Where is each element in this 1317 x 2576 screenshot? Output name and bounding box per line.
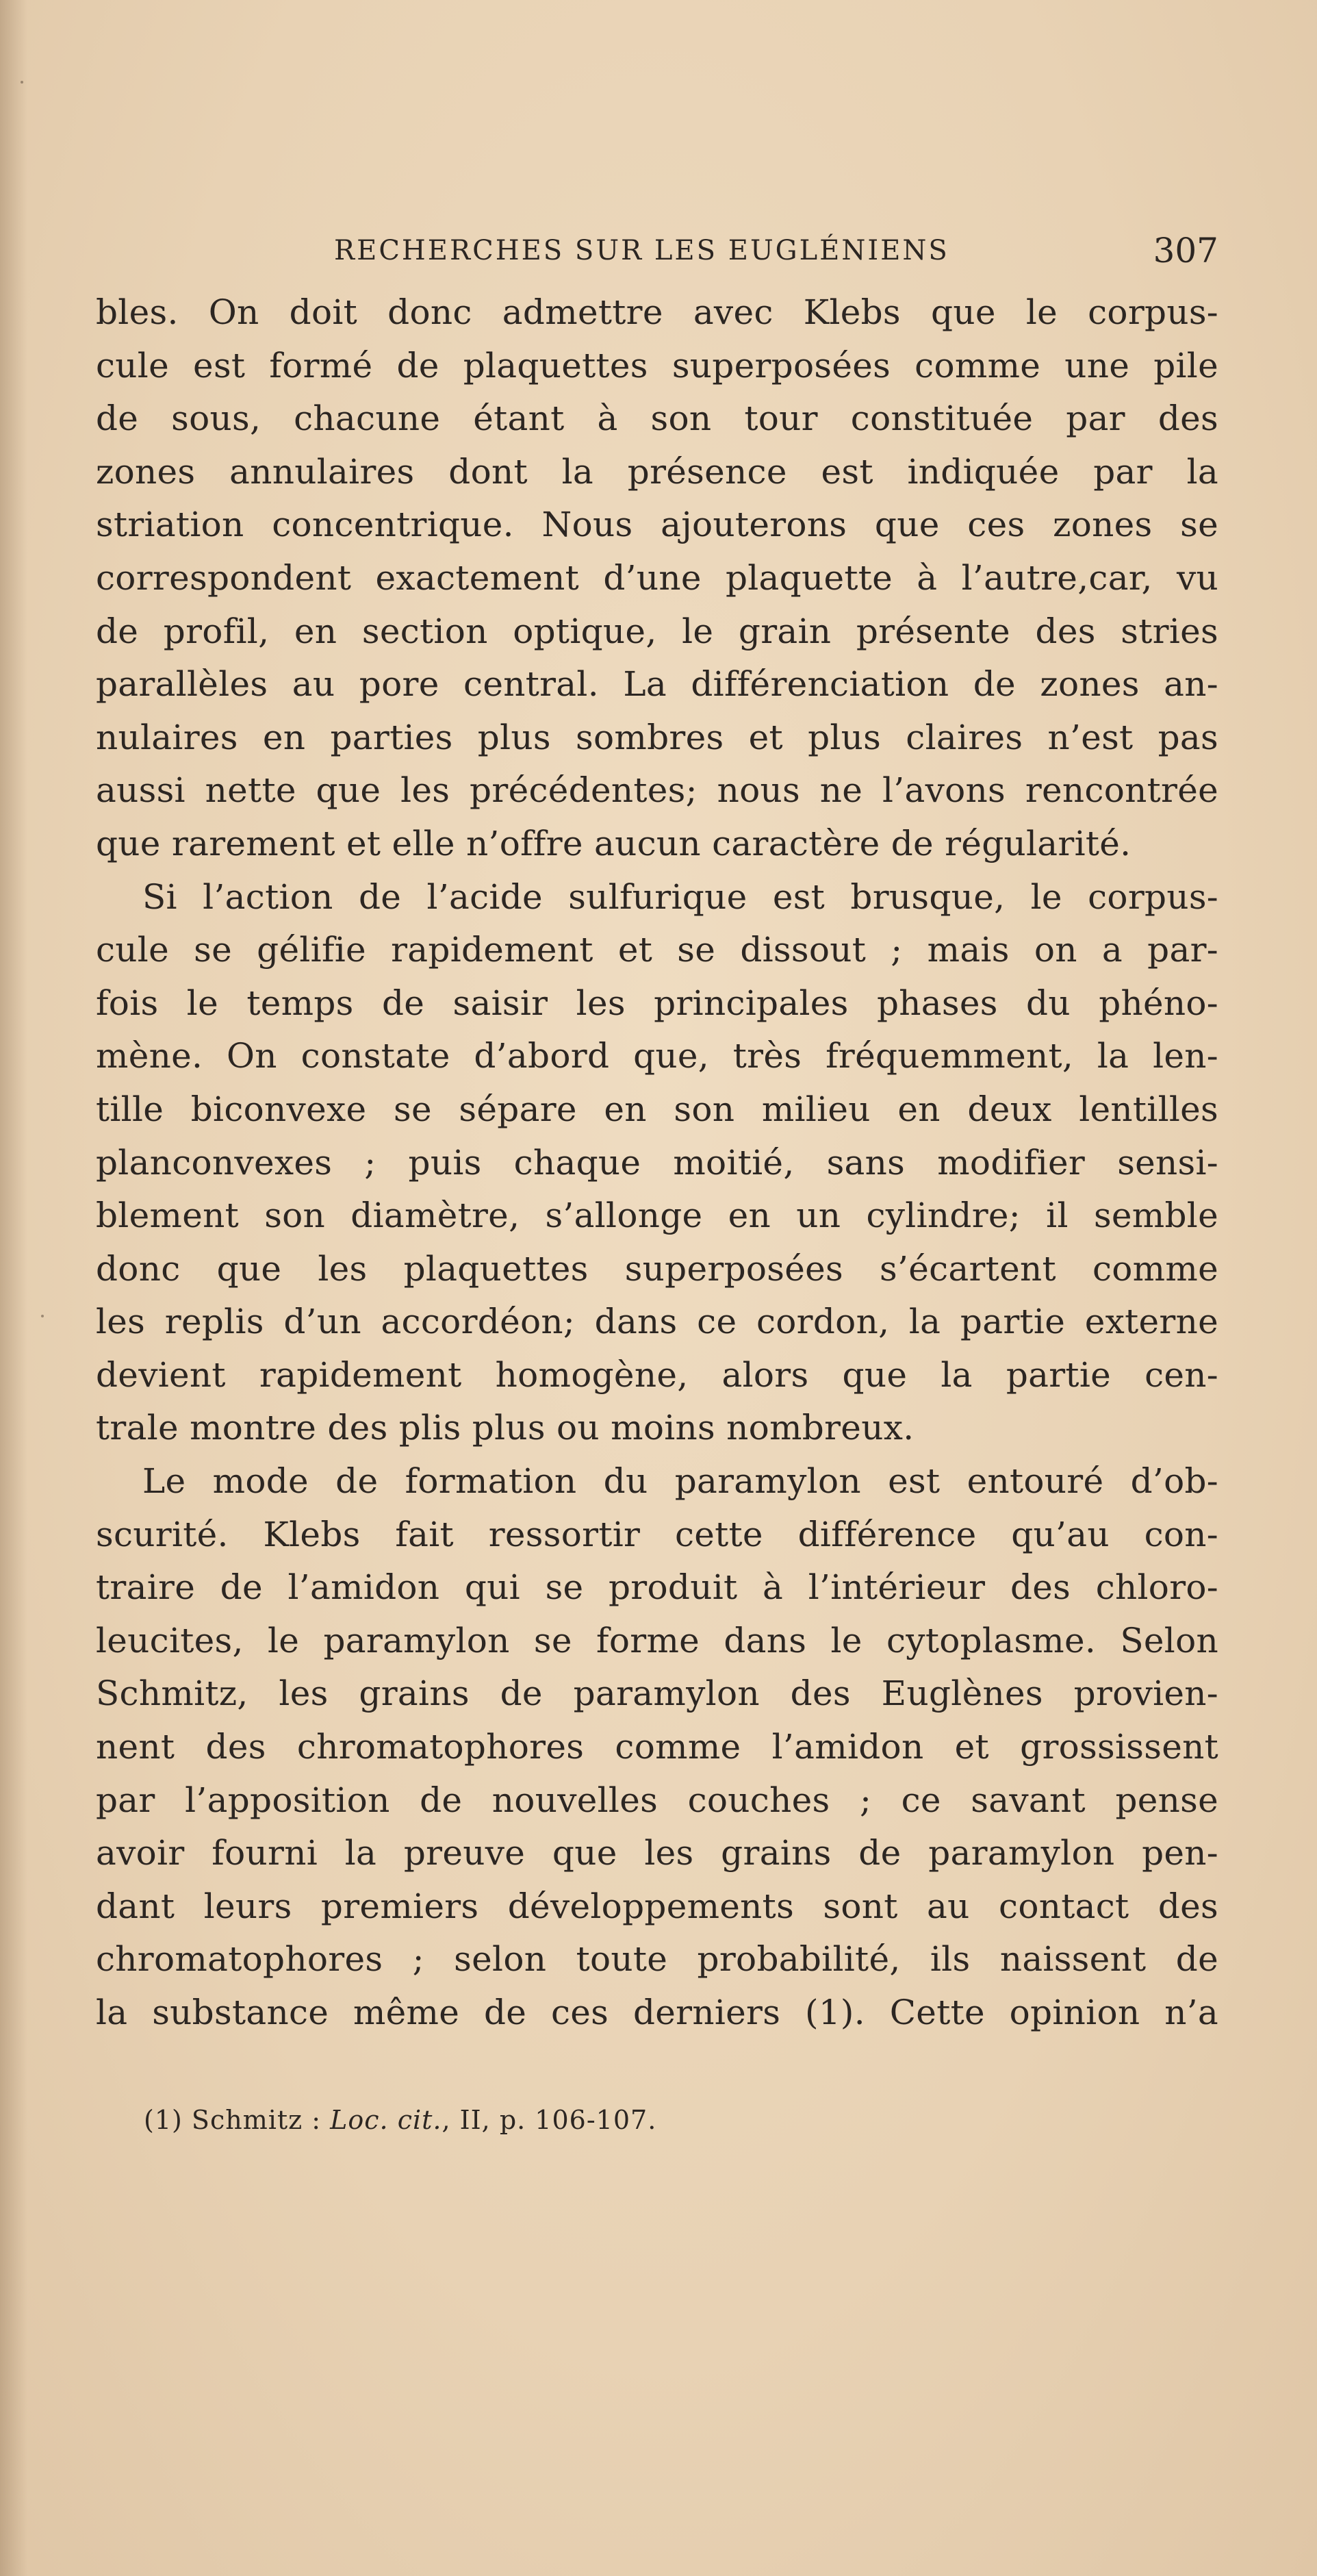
footnote (144, 2099, 656, 2141)
text-line: que rarement et elle n’offre aucun caractère de régularité. (96, 823, 1131, 863)
text-line: de profil, en section optique, le grain présente des stries (96, 611, 1218, 651)
text-line: Schmitz, les grains de paramylon des Euglènes provien- (96, 1674, 1218, 1714)
text-line: tille biconvexe se sépare en son milieu en deux lentilles (96, 1089, 1218, 1129)
text-line: les replis d’un accordéon; dans ce cordon, la partie externe (96, 1302, 1218, 1342)
text-line: aussi nette que les précédentes; nous ne l’avons rencontrée (96, 770, 1218, 811)
running-header (96, 230, 1218, 271)
text-line: zones annulaires dont la présence est indiquée par la (96, 451, 1218, 492)
footnote-prefix: (1) Schmitz : (144, 2105, 331, 2135)
running-title: RECHERCHES SUR LES EUGLÉNIENS (334, 235, 949, 266)
text-line: blement son diamètre, s’allonge en un cylindre; il semble (96, 1196, 1218, 1236)
footnote-citation: Loc. cit. (330, 2105, 442, 2135)
text-line: donc que les plaquettes superposées s’écartent comme (96, 1248, 1218, 1289)
text-line: devient rapidement homogène, alors que la partie cen- (96, 1354, 1218, 1395)
text-line: traire de l’amidon qui se produit à l’intérieur des chloro- (96, 1567, 1218, 1608)
text-line: cule est formé de plaquettes superposées comme une pile (96, 345, 1218, 386)
text-line: chromatophores ; selon toute probabilité, ils naissent de (96, 1939, 1218, 1980)
paper-speck (41, 1315, 44, 1317)
text-line: Le mode de formation du paramylon est entouré d’ob- (142, 1461, 1218, 1502)
text-line: par l’apposition de nouvelles couches ; ce savant pense (96, 1780, 1218, 1820)
text-line: la substance même de ces derniers (1). Cette opinion n’a (96, 1993, 1218, 2032)
body-text (96, 286, 1218, 2040)
page-number: 307 (1153, 231, 1218, 270)
paper-speck (21, 81, 23, 84)
text-line: planconvexes ; puis chaque moitié, sans modifier sensi- (96, 1142, 1218, 1183)
text-line: parallèles au pore central. La différenciation de zones an- (96, 664, 1218, 705)
text-line: nulaires en parties plus sombres et plus claires n’est pas (96, 717, 1218, 757)
text-line: mène. On constate d’abord que, très fréquemment, la len- (96, 1036, 1218, 1076)
text-line: leucites, le paramylon se forme dans le cytoplasme. Selon (96, 1620, 1218, 1660)
page-edge-shadow (0, 0, 27, 2576)
footnote-suffix: , II, p. 106-107. (442, 2105, 657, 2135)
text-line: fois le temps de saisir les principales phases du phéno- (96, 983, 1218, 1023)
text-line: Si l’action de l’acide sulfurique est brusque, le corpus- (142, 876, 1218, 917)
text-line: nent des chromatophores comme l’amidon et grossissent (96, 1727, 1218, 1767)
text-line: scurité. Klebs fait ressortir cette différence qu’au con- (96, 1514, 1218, 1554)
text-line: cule se gélifie rapidement et se dissout ; mais on a par- (96, 930, 1218, 970)
text-line: trale montre des plis plus ou moins nombreux. (96, 1408, 915, 1448)
text-line: correspondent exactement d’une plaquette à l’autre,car, vu (96, 557, 1218, 598)
text-line: avoir fourni la preuve que les grains de paramylon pen- (96, 1833, 1218, 1873)
text-line: dant leurs premiers développements sont au contact des (96, 1886, 1218, 1926)
text-line: bles. On doit donc admettre avec Klebs que le corpus- (96, 292, 1218, 332)
text-line: striation concentrique. Nous ajouterons que ces zones se (96, 505, 1218, 545)
text-line: de sous, chacune étant à son tour constituée par des (96, 399, 1218, 439)
